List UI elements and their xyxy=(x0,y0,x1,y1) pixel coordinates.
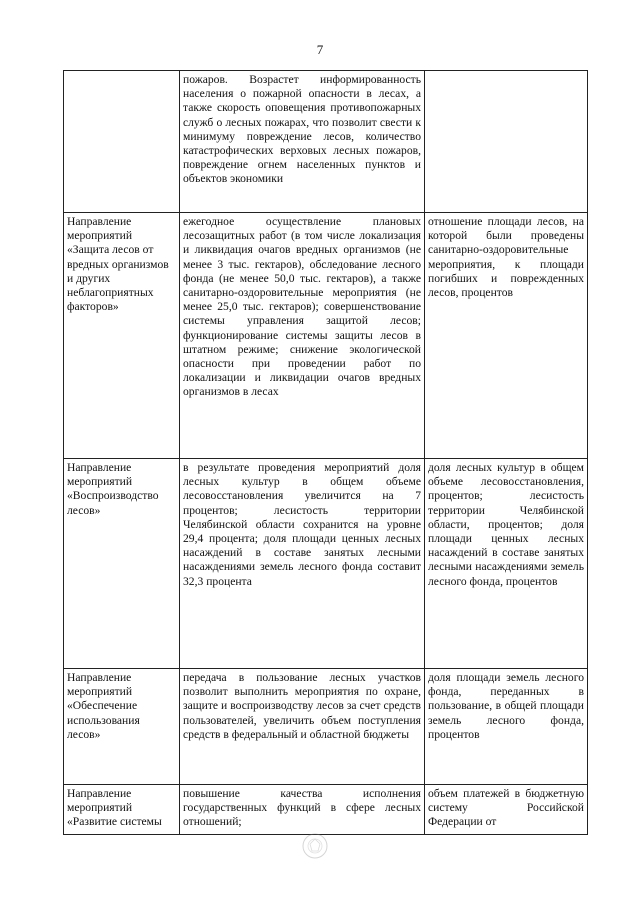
results-cell: в результате проведения мероприятий доля лесных культур в общем объеме лесовосстановления увеличится на 7 процентов; лесистость территории Челябинской области сохранится на уровне 29,4 процента; доля площади ценных лесных насаждений в составе занятых лесными насаждениями земель лесного фонда составит 32,3 процента xyxy=(180,459,425,669)
table-row xyxy=(64,669,588,785)
direction-cell: Направление мероприятий «Развитие системы xyxy=(64,785,180,835)
indicators-cell: отношение площади лесов, на которой были проведены санитарно-оздоровительные мероприятия, к площади погибших и поврежденных лесов, процентов xyxy=(425,213,588,459)
results-cell: передача в пользование лесных участков позволит выполнить мероприятия по охране, защите и воспроизводству лесов за счет средств пользователей, увеличить объем поступления средств в федеральный и областной бюджеты xyxy=(180,669,425,785)
indicators-cell: доля площади земель лесного фонда, переданных в пользование, в общей площади земель лесного фонда, процентов xyxy=(425,669,588,785)
results-cell: ежегодное осуществление плановых лесозащитных работ (в том числе локализация и ликвидация очагов вредных организмов (не менее 3 тыс. гектаров), обследование лесного фонда (не менее 50,0 тыс. гектаров), а также санитарно-оздоровительные мероприятия (не менее 25,0 тыс. гектаров); совершенствование системы управления защитой лесов; функционирование системы защиты лесов в штатном режиме; снижение экологической опасности при проведении работ по локализации и ликвидации очагов вредных организмов в лесах xyxy=(180,213,425,459)
direction-cell: Направление мероприятий «Воспроизводство лесов» xyxy=(64,459,180,669)
table-row xyxy=(64,459,588,669)
table-row xyxy=(64,71,588,213)
direction-cell: Направление мероприятий «Обеспечение использования лесов» xyxy=(64,669,180,785)
direction-cell: Направление мероприятий «Защита лесов от вредных организмов и других неблагоприятных факторов» xyxy=(64,213,180,459)
direction-cell xyxy=(64,71,180,213)
program-table xyxy=(63,70,588,835)
table-row xyxy=(64,213,588,459)
indicators-cell: доля лесных культур в общем объеме лесовосстановления, процентов; лесистость территории Челябинской области, процентов; доля площади ценных лесных насаждений в составе занятых лесными насаждениями земель лесного фонда, процентов xyxy=(425,459,588,669)
results-cell: повышение качества исполнения государственных функций в сфере лесных отношений; xyxy=(180,785,425,835)
indicators-cell xyxy=(425,71,588,213)
results-cell: пожаров. Возрастет информированность населения о пожарной опасности в лесах, а также скорость оповещения противопожарных служб о лесных пожарах, что позволит свести к минимуму повреждение лесов, количество катастрофических верховых лесных пожаров, повреждение огнем населенных пунктов и объектов экономики xyxy=(180,71,425,213)
table-row xyxy=(64,785,588,835)
indicators-cell: объем платежей в бюджетную систему Российской Федерации от xyxy=(425,785,588,835)
page-number: 7 xyxy=(316,42,324,57)
seal-stamp-icon xyxy=(270,828,360,878)
